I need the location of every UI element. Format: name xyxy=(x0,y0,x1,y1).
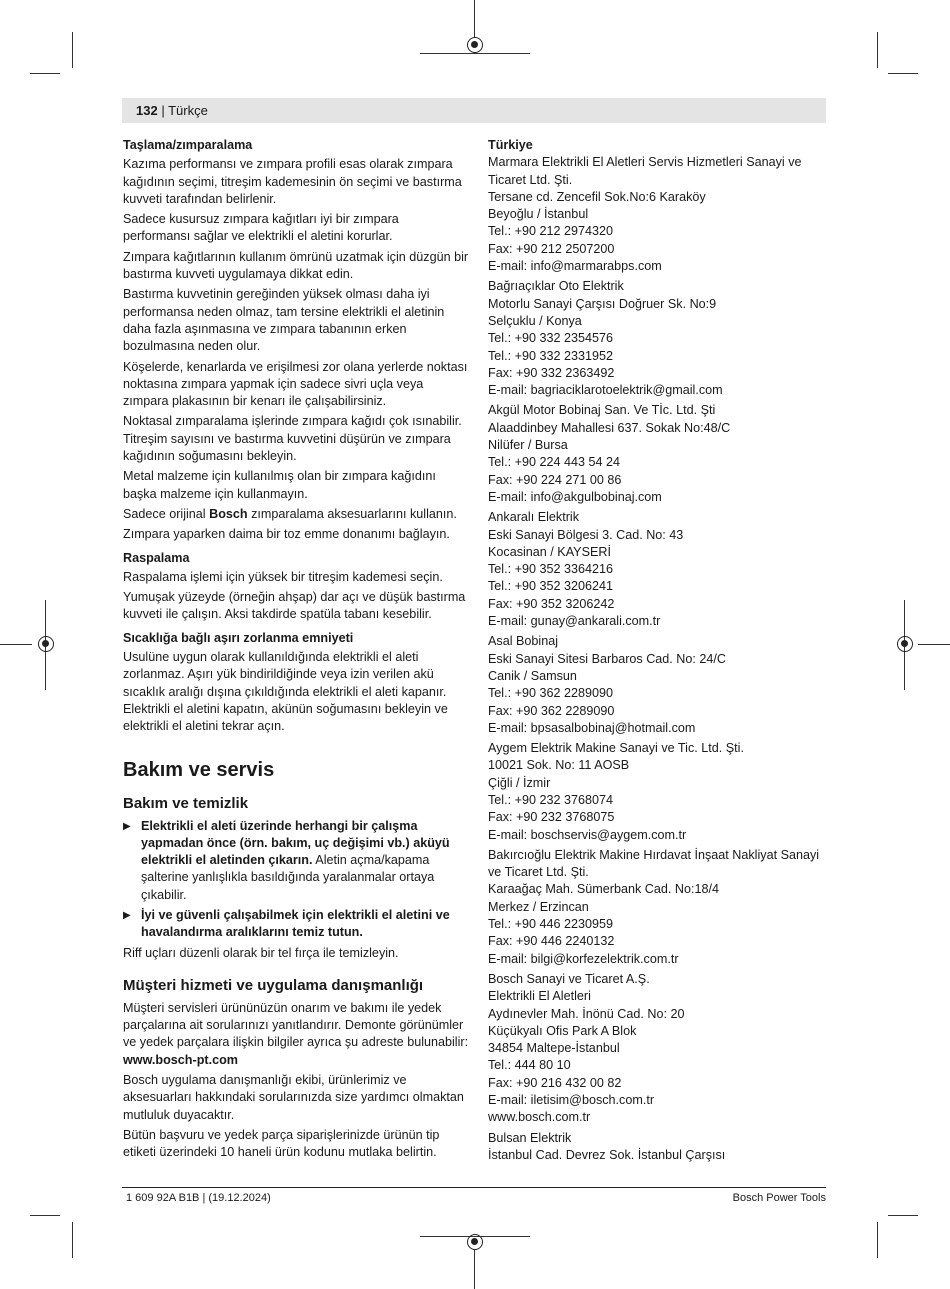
document-code: 1 609 92A B1B | (19.12.2024) xyxy=(126,1192,271,1204)
address-line: Canik / Samsun xyxy=(488,668,577,683)
address-line: Tel.: +90 362 2289090 xyxy=(488,686,613,701)
address-line: Alaaddinbey Mahallesi 637. Sokak No:48/C xyxy=(488,420,731,435)
service-center-entry xyxy=(488,740,828,844)
crop-mark xyxy=(72,32,73,68)
address-line: Ankaralı Elektrik xyxy=(488,510,579,525)
scraping-heading: Raspalama xyxy=(123,550,190,565)
website-link[interactable]: www.bosch-pt.com xyxy=(123,1052,238,1067)
footer-rule xyxy=(122,1187,826,1188)
address-line: Tel.: +90 212 2974320 xyxy=(488,224,613,239)
address-line: Tel.: +90 332 2331952 xyxy=(488,348,613,363)
address-line: Fax: +90 216 432 00 82 xyxy=(488,1075,622,1090)
address-line: İstanbul Cad. Devrez Sok. İstanbul Çarşısı xyxy=(488,1147,726,1162)
service-center-entry xyxy=(488,847,828,968)
paragraph: Riff uçları düzenli olarak bir tel fırça ile temizleyin. xyxy=(123,945,399,960)
address-line: Tel.: +90 232 3768074 xyxy=(488,792,613,807)
paragraph: Kazıma performansı ve zımpara profili esas olarak zımpara kağıdının seçimi, titreşim kademesinin ön seçimi ve bastırma kuvveti tarafından belirlenir. xyxy=(123,157,462,206)
address-line: E-mail: iletisim@bosch.com.tr xyxy=(488,1093,655,1108)
paragraph: Metal malzeme için kullanılmış olan bir zımpara kağıdını başka malzeme için kullanmayın. xyxy=(123,469,436,501)
left-column xyxy=(123,137,469,1165)
crop-mark xyxy=(877,32,878,68)
registration-mark-icon xyxy=(897,636,913,652)
address-line: Selçuklu / Konya xyxy=(488,313,582,328)
address-line: Fax: +90 212 2507200 xyxy=(488,241,615,256)
address-line: Fax: +90 224 271 00 86 xyxy=(488,472,622,487)
paragraph: Bastırma kuvvetinin gereğinden yüksek olması daha iyi performansa neden olmaz, tam tersine elektrikli el aletinin daha fazla aşınmasına ve zımpara tabanının erken bozulmasına neden olur. xyxy=(123,287,445,354)
address-line: Eski Sanayi Sitesi Barbaros Cad. No: 24/C xyxy=(488,651,726,666)
registration-mark-icon xyxy=(467,1234,483,1250)
bullet-item: ▶ İyi ve güvenli çalışabilmek için elektrikli el aletini ve havalandırma aralıklarını temiz tutun. xyxy=(123,907,469,942)
address-line: Bulsan Elektrik xyxy=(488,1130,572,1145)
address-line: ve Ticaret Ltd. Şti. xyxy=(488,865,589,880)
service-center-entry xyxy=(488,633,828,737)
address-line: Aygem Elektrik Makine Sanayi ve Tic. Ltd. Şti. xyxy=(488,741,744,756)
address-line: Fax: +90 232 3768075 xyxy=(488,810,615,825)
address-line: Kocasinan / KAYSERİ xyxy=(488,544,611,559)
address-line: Bosch Sanayi ve Ticaret A.Ş. xyxy=(488,971,650,986)
address-line: Ticaret Ltd. Şti. xyxy=(488,172,573,187)
address-line: Tel.: +90 332 2354576 xyxy=(488,331,613,346)
sanding-heading: Taşlama/zımparalama xyxy=(123,138,253,152)
crop-mark xyxy=(30,73,60,74)
brand-footer: Bosch Power Tools xyxy=(732,1192,826,1204)
address-line: 10021 Sok. No: 11 AOSB xyxy=(488,758,630,773)
brand-name: Bosch xyxy=(209,506,248,521)
address-line: Tel.: +90 224 443 54 24 xyxy=(488,455,620,470)
page-number: 132 xyxy=(136,103,158,118)
paragraph: Raspalama işlemi için yüksek bir titreşim kademesi seçin. xyxy=(123,569,443,584)
address-line: Fax: +90 362 2289090 xyxy=(488,703,615,718)
service-center-entry xyxy=(488,509,828,630)
service-center-entry xyxy=(488,278,828,399)
maintenance-heading: Bakım ve temizlik xyxy=(123,794,249,812)
language-label: Türkçe xyxy=(168,103,208,118)
address-line: Bakırcıoğlu Elektrik Makine Hırdavat İnşaat Nakliyat Sanayi xyxy=(488,847,820,862)
address-line: Nilüfer / Bursa xyxy=(488,438,568,453)
address-line: Eski Sanayi Bölgesi 3. Cad. No: 43 xyxy=(488,527,684,542)
paragraph: Sadece kusursuz zımpara kağıtları iyi bir zımpara performansı sağlar ve elektrikli el aletini korurlar. xyxy=(123,212,399,244)
crop-mark xyxy=(72,1222,73,1258)
paragraph: Bütün başvuru ve yedek parça siparişlerinizde ürünün tip etiketi üzerindeki 10 haneli ürün kodunu mutlaka belirtin. xyxy=(123,1127,440,1160)
service-center-entry xyxy=(488,402,828,506)
paragraph: Bosch uygulama danışmanlığı ekibi, ürünlerimiz ve aksesuarları hakkındaki sorularınızda size yardımcı olmaktan mutluluk duyacaktır. xyxy=(123,1073,464,1122)
bullet-item: ▶ Elektrikli el aleti üzerinde herhangi bir çalışma yapmadan önce (örn. bakım, uç değişimi vb.) aküyü elektrikli el aletinden çıkarın. Aletin açma/kapama şalterine yanlışlıkla basıldığında yaralanmalar ortaya çıkabilir. xyxy=(123,818,469,904)
address-line: Bağrıaçıklar Oto Elektrik xyxy=(488,279,624,294)
address-line: www.bosch.com.tr xyxy=(488,1110,591,1125)
service-center-entry xyxy=(488,971,828,1127)
address-line: Tel.: +90 352 3206241 xyxy=(488,579,613,594)
address-line: E-mail: info@marmarabps.com xyxy=(488,259,662,274)
country-heading: Türkiye xyxy=(488,138,533,152)
service-center-list xyxy=(488,154,828,1164)
paragraph: Köşelerde, kenarlarda ve erişilmesi zor olana yerlerde noktası noktasına zımpara yapmak için sadece sivri uçla veya zımpara plakasının bir kenarı ile çalışabilirsiniz. xyxy=(123,359,468,409)
address-line: E-mail: gunay@ankarali.com.tr xyxy=(488,614,661,629)
address-line: E-mail: bilgi@korfezelektrik.com.tr xyxy=(488,951,679,966)
address-line: Tel.: 444 80 10 xyxy=(488,1058,571,1073)
address-line: Tersane cd. Zencefil Sok.No:6 Karaköy xyxy=(488,189,706,204)
crop-mark xyxy=(888,1215,918,1216)
address-line: Merkez / Erzincan xyxy=(488,899,589,914)
address-line: E-mail: boschservis@aygem.com.tr xyxy=(488,827,687,842)
paragraph: Zımpara kağıtlarının kullanım ömrünü uzatmak için düzgün bir bastırma kuvveti uygulamaya dikkat edin. xyxy=(123,249,469,282)
service-center-entry xyxy=(488,1130,828,1165)
address-line: Motorlu Sanayi Çarşısı Doğruer Sk. No:9 xyxy=(488,296,717,311)
paragraph: Müşteri servisleri ürününüzün onarım ve bakımı ile yedek parçalarına ait sorularınızı yanıtlandırır. Demonte görünümler ve yedek parçalara ilişkin bilgiler ayrıca şu adreste bulunabilir: www.bosch-pt.com xyxy=(123,1000,469,1067)
address-line: Fax: +90 446 2240132 xyxy=(488,934,615,949)
address-line: Asal Bobinaj xyxy=(488,634,559,649)
address-line: Elektrikli El Aletleri xyxy=(488,989,591,1004)
thermal-protection-heading: Sıcaklığa bağlı aşırı zorlanma emniyeti xyxy=(123,630,354,645)
crop-mark xyxy=(420,53,530,54)
address-line: Fax: +90 352 3206242 xyxy=(488,596,615,611)
crop-mark xyxy=(877,1222,878,1258)
crop-mark xyxy=(0,644,32,645)
address-line: Küçükyalı Ofis Park A Blok xyxy=(488,1023,637,1038)
paragraph: Zımpara yaparken daima bir toz emme donanımı bağlayın. xyxy=(123,527,450,542)
crop-mark xyxy=(474,0,475,38)
address-line: E-mail: info@akgulbobinaj.com xyxy=(488,489,662,504)
address-line: Beyoğlu / İstanbul xyxy=(488,207,589,222)
crop-mark xyxy=(474,1250,475,1289)
paragraph: Usulüne uygun olarak kullanıldığında elektrikli el aleti zorlanmaz. Aşırı yük bindirildiğinde veya izin verilen akü sıcaklık aralığı dışına çıkıldığında elektrikli el aleti kapanır. Elektrikli el aletini kapatın, akünün soğumasını bekleyin ve elektrikli el aletini tekrar açın. xyxy=(123,650,448,734)
section-title: Bakım ve servis xyxy=(123,758,275,781)
bosch-accessories-paragraph: Sadece orijinal Bosch zımparalama aksesuarlarını kullanın. xyxy=(123,506,457,521)
address-line: Akgül Motor Bobinaj San. Ve Tİc. Ltd. Şti xyxy=(488,403,716,418)
registration-mark-icon xyxy=(38,636,54,652)
address-line: Çiğli / İzmir xyxy=(488,775,551,790)
address-line: Fax: +90 332 2363492 xyxy=(488,365,615,380)
address-line: Marmara Elektrikli El Aletleri Servis Hizmetleri Sanayi ve xyxy=(488,155,802,170)
address-line: Karaağaç Mah. Sümerbank Cad. No:18/4 xyxy=(488,882,720,897)
registration-mark-icon xyxy=(467,37,483,53)
address-line: Aydınevler Mah. İnönü Cad. No: 20 xyxy=(488,1006,685,1021)
address-line: Tel.: +90 352 3364216 xyxy=(488,562,613,577)
right-column xyxy=(488,137,828,1167)
address-line: Tel.: +90 446 2230959 xyxy=(488,917,613,932)
address-line: 34854 Maltepe-İstanbul xyxy=(488,1041,620,1056)
page-header: 132 | Türkçe xyxy=(136,103,208,118)
paragraph: Yumuşak yüzeyde (örneğin ahşap) dar açı ve düşük bastırma kuvveti ile çalışın. Aksi takdirde spatüla tabanı kesebilir. xyxy=(123,590,466,622)
crop-mark xyxy=(30,1215,60,1216)
crop-mark xyxy=(918,644,950,645)
address-line: E-mail: bagriaciklarotoelektrik@gmail.com xyxy=(488,383,723,398)
address-line: E-mail: bpsasalbobinaj@hotmail.com xyxy=(488,720,696,735)
paragraph: Noktasal zımparalama işlerinde zımpara kağıdı çok ısınabilir. Titreşim sayısını ve bastırma kuvvetini düşürün ve zımpara kağıdının soğumasını bekleyin. xyxy=(123,414,462,464)
service-center-entry xyxy=(488,154,828,275)
crop-mark xyxy=(888,73,918,74)
customer-service-heading: Müşteri hizmeti ve uygulama danışmanlığı xyxy=(123,976,424,994)
header-band xyxy=(122,98,826,123)
